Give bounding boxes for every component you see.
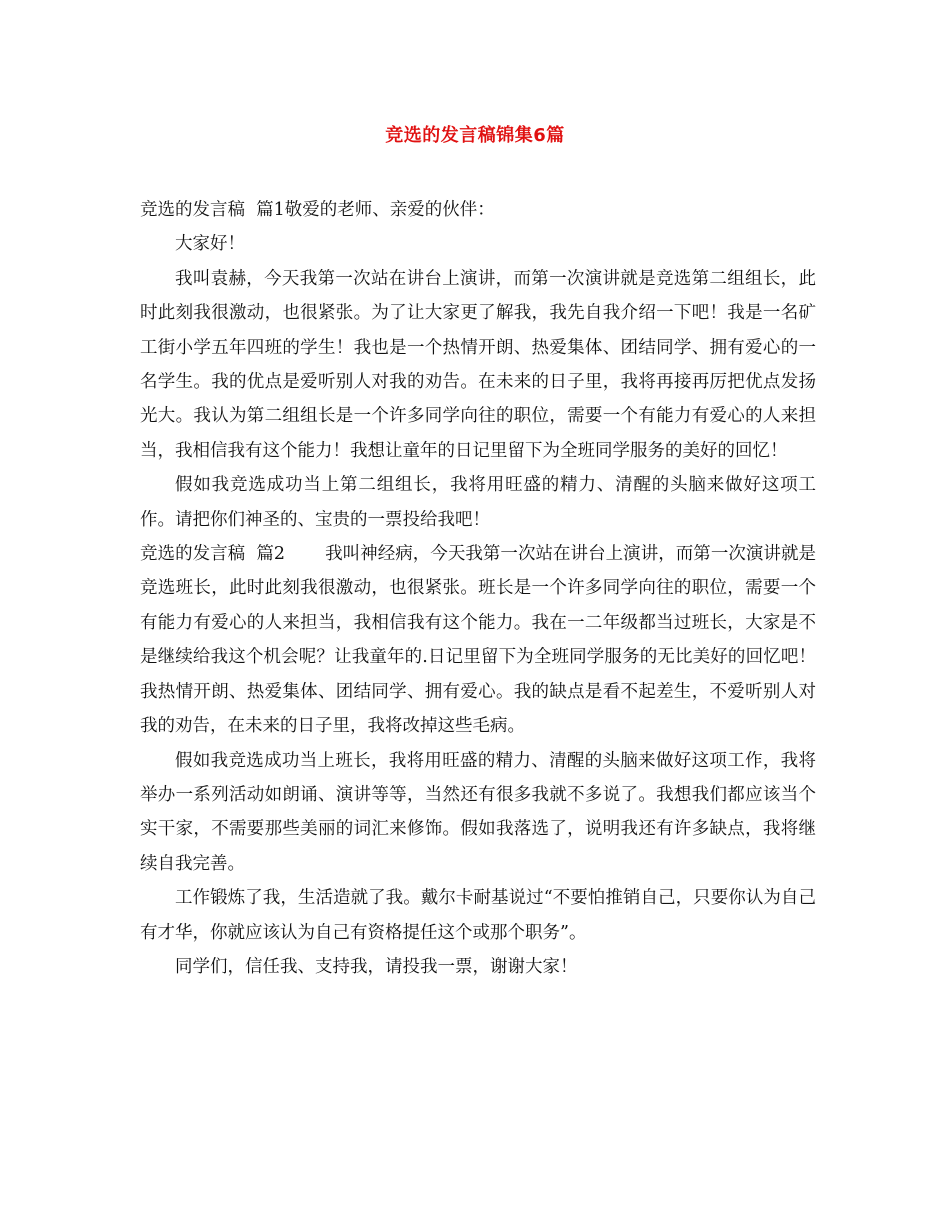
section2-heading: 竞选的发言稿 篇2 — [140, 544, 286, 565]
section1-paragraph: 假如我竞选成功当上第二组组长，我将用旺盛的精力、清醒的头脑来做好这项工作。请把你们神圣的、宝贵的一票投给我吧！ — [140, 475, 816, 530]
section1-heading-line — [140, 193, 816, 227]
section2-lead-text: 我叫神经病，今天我第一次站在讲台上演讲，而第一次演讲就是竞选班长，此时此刻我很激动，也很紧张。班长是一个许多同学向往的职位，需要一个有能力有爱心的人来担当，我相信我有这个能力。我在一二年级都当过班长，大家是不是继续给我这个机会呢？让我童年的.日记里留下为全班同学服务的无比美好的回忆吧！我热情开朗、热爱集体、团结同学、拥有爱心。我的缺点是看不起差生，不爱听别人对我的劝告，在未来的日子里，我将改掉这些毛病。 — [140, 544, 816, 737]
section1-paragraph: 我叫袁赫，今天我第一次站在讲台上演讲，而第一次演讲就是竞选第二组组长，此时此刻我很激动，也很紧张。为了让大家更了解我，我先自我介绍一下吧！我是一名矿工街小学五年四班的学生！我也是一个热情开朗、热爱集体、团结同学、拥有爱心的一名学生。我的优点是爱听别人对我的劝告。在未来的日子里，我将再接再厉把优点发扬光大。我认为第二组组长是一个许多同学向往的职位，需要一个有能力有爱心的人来担当，我相信我有这个能力！我想让童年的日记里留下为全班同学服务的美好的回忆！ — [140, 268, 816, 461]
section2-paragraph: 工作锻炼了我，生活造就了我。戴尔卡耐基说过“不要怕推销自己，只要你认为自己有才华，你就应该认为自己有资格提任这个或那个职务”。 — [140, 888, 816, 943]
section2-paragraph: 假如我竞选成功当上班长，我将用旺盛的精力、清醒的头脑来做好这项工作，我将举办一系列活动如朗诵、演讲等等，当然还有很多我就不多说了。我想我们都应该当个实干家，不需要那些美丽的词汇来修饰。假如我落选了，说明我还有许多缺点，我将继续自我完善。 — [140, 750, 816, 874]
section2-paragraph: 同学们，信任我、支持我，请投我一票，谢谢大家！ — [175, 956, 578, 977]
section1-salutation: 敬爱的老师、亲爱的伙伴： — [284, 200, 495, 220]
document-body — [140, 193, 816, 984]
document-title: 竞选的发言稿锦集6篇 — [385, 125, 565, 146]
section1-paragraph: 大家好！ — [175, 234, 245, 255]
section1-heading: 竞选的发言稿 篇1 — [140, 200, 285, 220]
section2-lead-paragraph — [140, 537, 816, 743]
